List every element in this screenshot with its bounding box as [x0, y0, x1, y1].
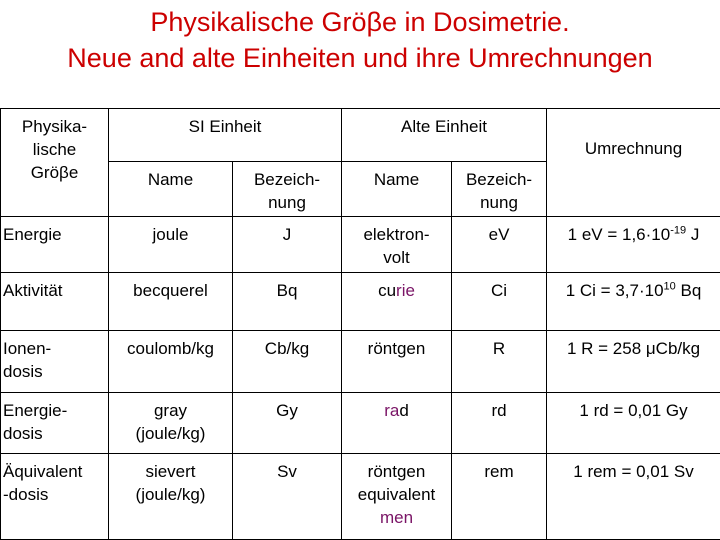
- table-row: [1, 273, 720, 330]
- old-name-part: d: [399, 400, 409, 420]
- old-name-cell: [342, 273, 452, 330]
- table-row: [1, 454, 720, 540]
- header-conversion: Umrechnung: [547, 109, 720, 217]
- header-si-name: Name: [109, 162, 233, 217]
- title-line-1: Physikalische Gröβe in Dosimetrie.: [150, 7, 570, 37]
- si-name-cell: becquerel: [109, 273, 233, 330]
- header-old-symbol: Bezeich- nung: [452, 162, 547, 217]
- si-name-cell: joule: [109, 217, 233, 273]
- header-old-name: Name: [342, 162, 452, 217]
- conversion-text: 1 Ci = 3,7·10: [565, 281, 664, 301]
- header-quantity: Physika- lische Gröβe: [1, 109, 109, 217]
- si-symbol-cell: Cb/kg: [233, 330, 342, 392]
- header-si-unit: SI Einheit: [109, 109, 342, 162]
- old-symbol-cell: rem: [452, 454, 547, 540]
- conversion-cell: [547, 273, 720, 330]
- old-name-part: rie: [396, 281, 415, 301]
- header-old-unit: Alte Einheit: [342, 109, 547, 162]
- si-name-cell: gray (joule/kg): [109, 392, 233, 453]
- old-name-cell: röntgen: [342, 330, 452, 392]
- table-row: [1, 392, 720, 453]
- header-si-symbol: Bezeich- nung: [233, 162, 342, 217]
- si-symbol-cell: Bq: [233, 273, 342, 330]
- quantity-cell: Energie: [1, 217, 109, 273]
- conversion-text: 1 eV = 1,6·10: [567, 225, 671, 245]
- si-symbol-cell: Sv: [233, 454, 342, 540]
- old-name-cell: [342, 392, 452, 453]
- conversion-cell: [547, 217, 720, 273]
- quantity-cell: Energie- dosis: [1, 392, 109, 453]
- old-name-part: ra: [384, 400, 400, 420]
- quantity-cell: Aktivität: [1, 273, 109, 330]
- conversion-cell: 1 rem = 0,01 Sv: [547, 454, 720, 540]
- old-name-part: röntgen equivalent: [357, 462, 436, 505]
- old-name-cell: [342, 454, 452, 540]
- old-name-part: elektron-: [363, 225, 430, 245]
- old-name-cell: [342, 217, 452, 273]
- si-symbol-cell: J: [233, 217, 342, 273]
- si-name-cell: coulomb/kg: [109, 330, 233, 392]
- old-symbol-cell: eV: [452, 217, 547, 273]
- old-name-part: cu: [378, 281, 397, 301]
- si-symbol-cell: Gy: [233, 392, 342, 453]
- quantity-cell: Ionen- dosis: [1, 330, 109, 392]
- old-name-part: volt: [383, 248, 410, 268]
- conversion-cell: 1 rd = 0,01 Gy: [547, 392, 720, 453]
- conversion-unit: Bq: [675, 281, 702, 301]
- table-row: [1, 330, 720, 392]
- old-symbol-cell: Ci: [452, 273, 547, 330]
- conversion-cell: 1 R = 258 μCb/kg: [547, 330, 720, 392]
- quantity-cell: Äquivalent -dosis: [1, 454, 109, 540]
- title-line-2: Neue and alte Einheiten und ihre Umrechnungen: [67, 43, 653, 73]
- old-symbol-cell: rd: [452, 392, 547, 453]
- conversion-unit: J: [686, 225, 700, 245]
- old-symbol-cell: R: [452, 330, 547, 392]
- si-name-cell: sievert (joule/kg): [109, 454, 233, 540]
- conversion-exponent: -19: [670, 224, 687, 237]
- units-table: [0, 108, 720, 540]
- table-row: [1, 217, 720, 273]
- conversion-exponent: 10: [663, 280, 676, 293]
- old-name-part: men: [379, 508, 414, 528]
